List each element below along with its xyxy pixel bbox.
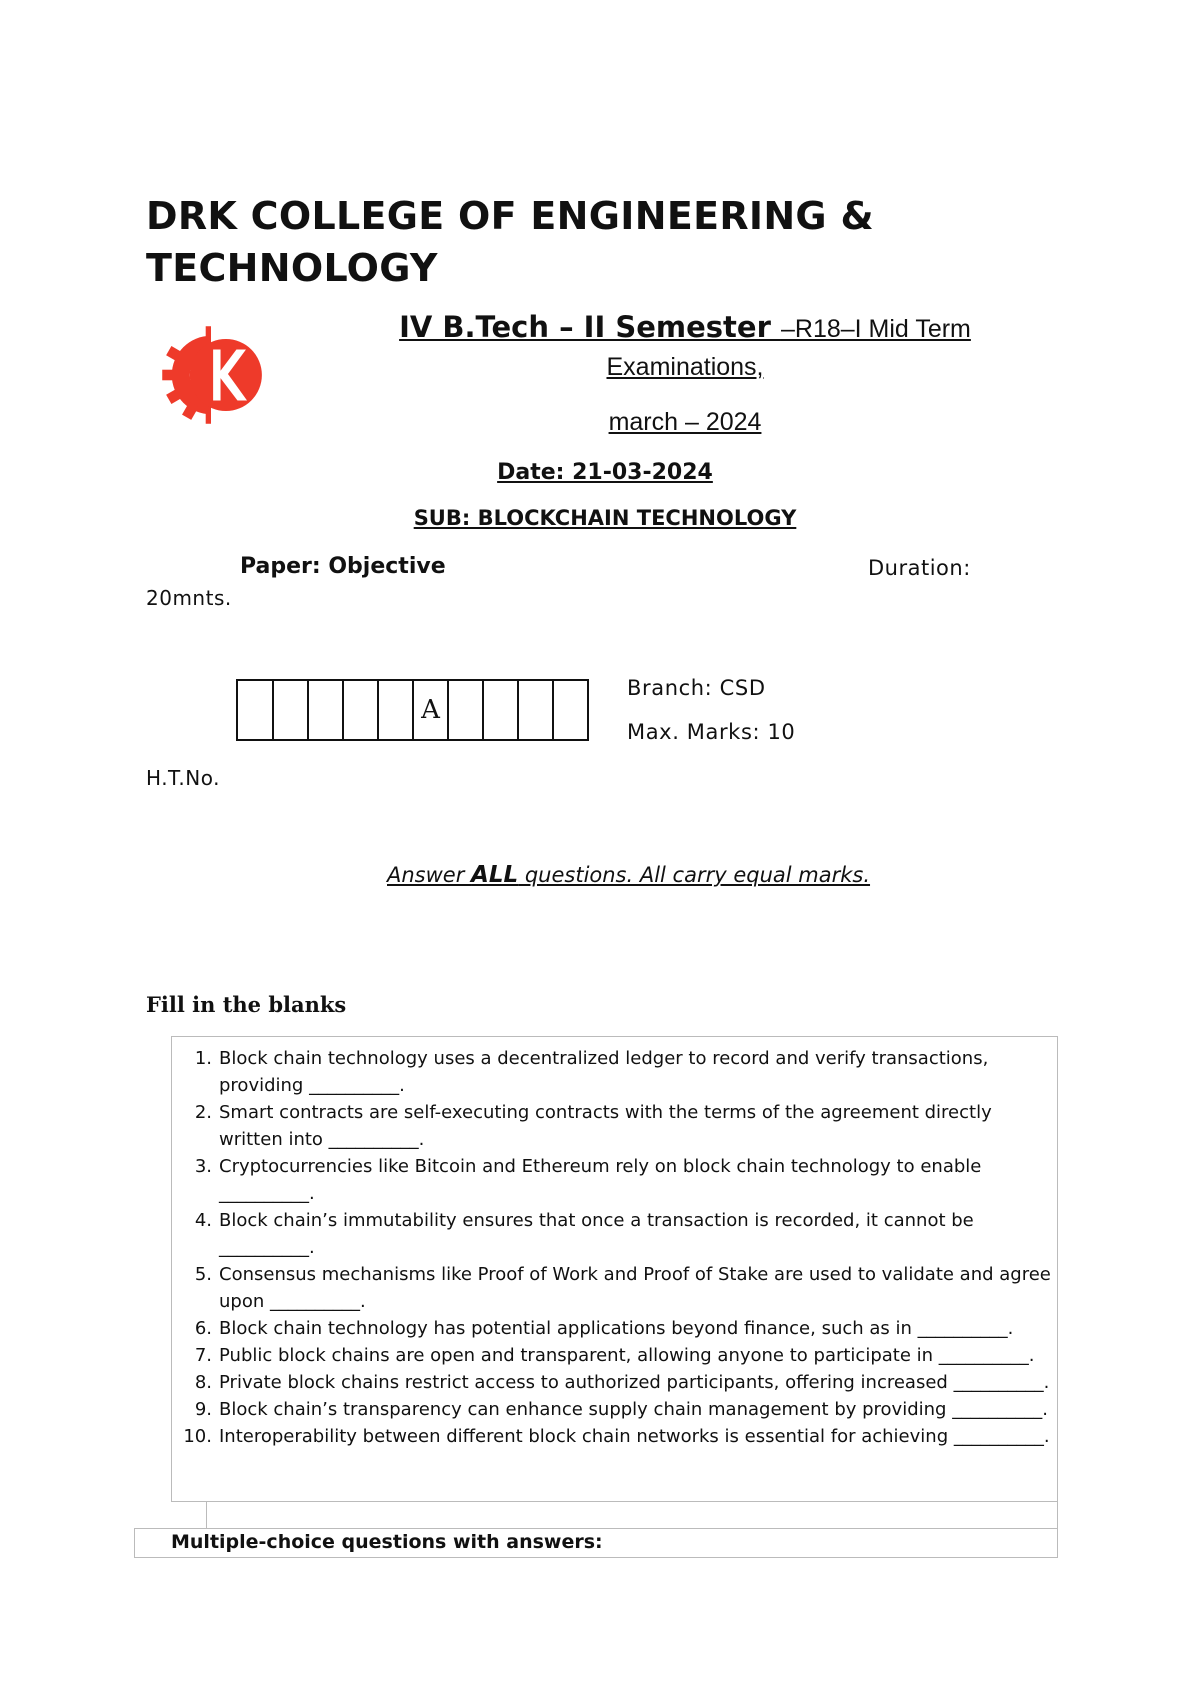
question-item: [172, 1369, 1052, 1396]
question-text: Public block chains are open and transparent, allowing anyone to participate in __________.: [219, 1345, 1035, 1366]
hall-ticket-cell[interactable]: [274, 681, 309, 739]
question-number: 4.: [194, 1210, 212, 1231]
question-item: [172, 1423, 1052, 1450]
questions-box: [171, 1036, 1058, 1502]
question-item: [172, 1153, 1052, 1207]
question-item: [172, 1261, 1052, 1315]
question-number: 6.: [194, 1318, 212, 1339]
question-list: [172, 1045, 1052, 1450]
section-title-mcq: Multiple-choice questions with answers:: [171, 1531, 603, 1553]
question-item: [172, 1207, 1052, 1261]
question-number: 1.: [194, 1048, 212, 1069]
question-number: 10.: [183, 1426, 212, 1447]
question-text: Private block chains restrict access to authorized participants, offering increased __________.: [219, 1372, 1050, 1393]
question-number: 3.: [194, 1156, 212, 1177]
question-item: [172, 1045, 1052, 1099]
paper-type: Paper: Objective: [240, 554, 446, 579]
hall-ticket-cell[interactable]: [379, 681, 414, 739]
hall-ticket-cell[interactable]: [238, 681, 274, 739]
question-text: Cryptocurrencies like Bitcoin and Ethereum rely on block chain technology to enable __________.: [219, 1156, 982, 1204]
question-item: [172, 1315, 1052, 1342]
question-item: [172, 1396, 1052, 1423]
exam-title: [360, 310, 1010, 346]
hall-ticket-cell[interactable]: [519, 681, 554, 739]
hall-ticket-cell[interactable]: [344, 681, 379, 739]
question-text: Consensus mechanisms like Proof of Work and Proof of Stake are used to validate and agree upon __________.: [219, 1264, 1051, 1312]
hall-ticket-cell[interactable]: [484, 681, 519, 739]
exam-title-regulation: –R18–I Mid Term: [780, 315, 971, 343]
hall-ticket-cell[interactable]: [309, 681, 344, 739]
instructions-emphasis: ALL: [471, 862, 519, 888]
subject: SUB: BLOCKCHAIN TECHNOLOGY: [413, 506, 797, 530]
question-number: 2.: [194, 1102, 212, 1123]
question-text: Block chain technology uses a decentralized ledger to record and verify transactions, providing __________.: [219, 1048, 989, 1096]
college-name: DRK COLLEGE OF ENGINEERING & TECHNOLOGY: [146, 194, 874, 290]
exam-title-course: IV B.Tech – II Semester: [399, 310, 781, 344]
question-item: [172, 1099, 1052, 1153]
instructions-post: questions. All carry equal marks.: [518, 863, 871, 887]
duration-value: 20mnts.: [146, 586, 232, 610]
section-title-fill-blanks: Fill in the blanks: [146, 992, 347, 1017]
question-item: [172, 1342, 1052, 1369]
hall-ticket-cell[interactable]: A: [414, 681, 449, 739]
question-number: 8.: [194, 1372, 212, 1393]
duration-label: Duration:: [868, 556, 971, 580]
mcq-header-row: [134, 1528, 1058, 1558]
question-text: Block chain’s transparency can enhance supply chain management by providing __________.: [219, 1399, 1048, 1420]
hall-ticket-cell[interactable]: [449, 681, 484, 739]
instructions: [387, 862, 870, 888]
exam-date: Date: 21-03-2024: [497, 460, 713, 485]
hall-ticket-box: [236, 679, 589, 741]
question-number: 7.: [194, 1345, 212, 1366]
max-marks: Max. Marks: 10: [627, 720, 796, 744]
branch: Branch: CSD: [627, 676, 766, 700]
hall-ticket-label: H.T.No.: [146, 766, 220, 790]
question-number: 9.: [194, 1399, 212, 1420]
question-text: Smart contracts are self-executing contracts with the terms of the agreement directly written into __________.: [219, 1102, 992, 1150]
question-text: Block chain technology has potential applications beyond finance, such as in __________.: [219, 1318, 1014, 1339]
instructions-pre: Answer: [387, 863, 472, 887]
table-row-empty: [206, 1501, 1058, 1529]
question-text: Block chain’s immutability ensures that once a transaction is recorded, it cannot be __________.: [219, 1210, 974, 1258]
question-number: 5.: [194, 1264, 212, 1285]
question-text: Interoperability between different block chain networks is essential for achieving __________.: [219, 1426, 1050, 1447]
exam-month: march – 2024: [608, 408, 762, 436]
college-logo-icon: [158, 322, 264, 428]
hall-ticket-cell[interactable]: [554, 681, 589, 739]
exam-title-line2: Examinations,: [606, 353, 764, 381]
